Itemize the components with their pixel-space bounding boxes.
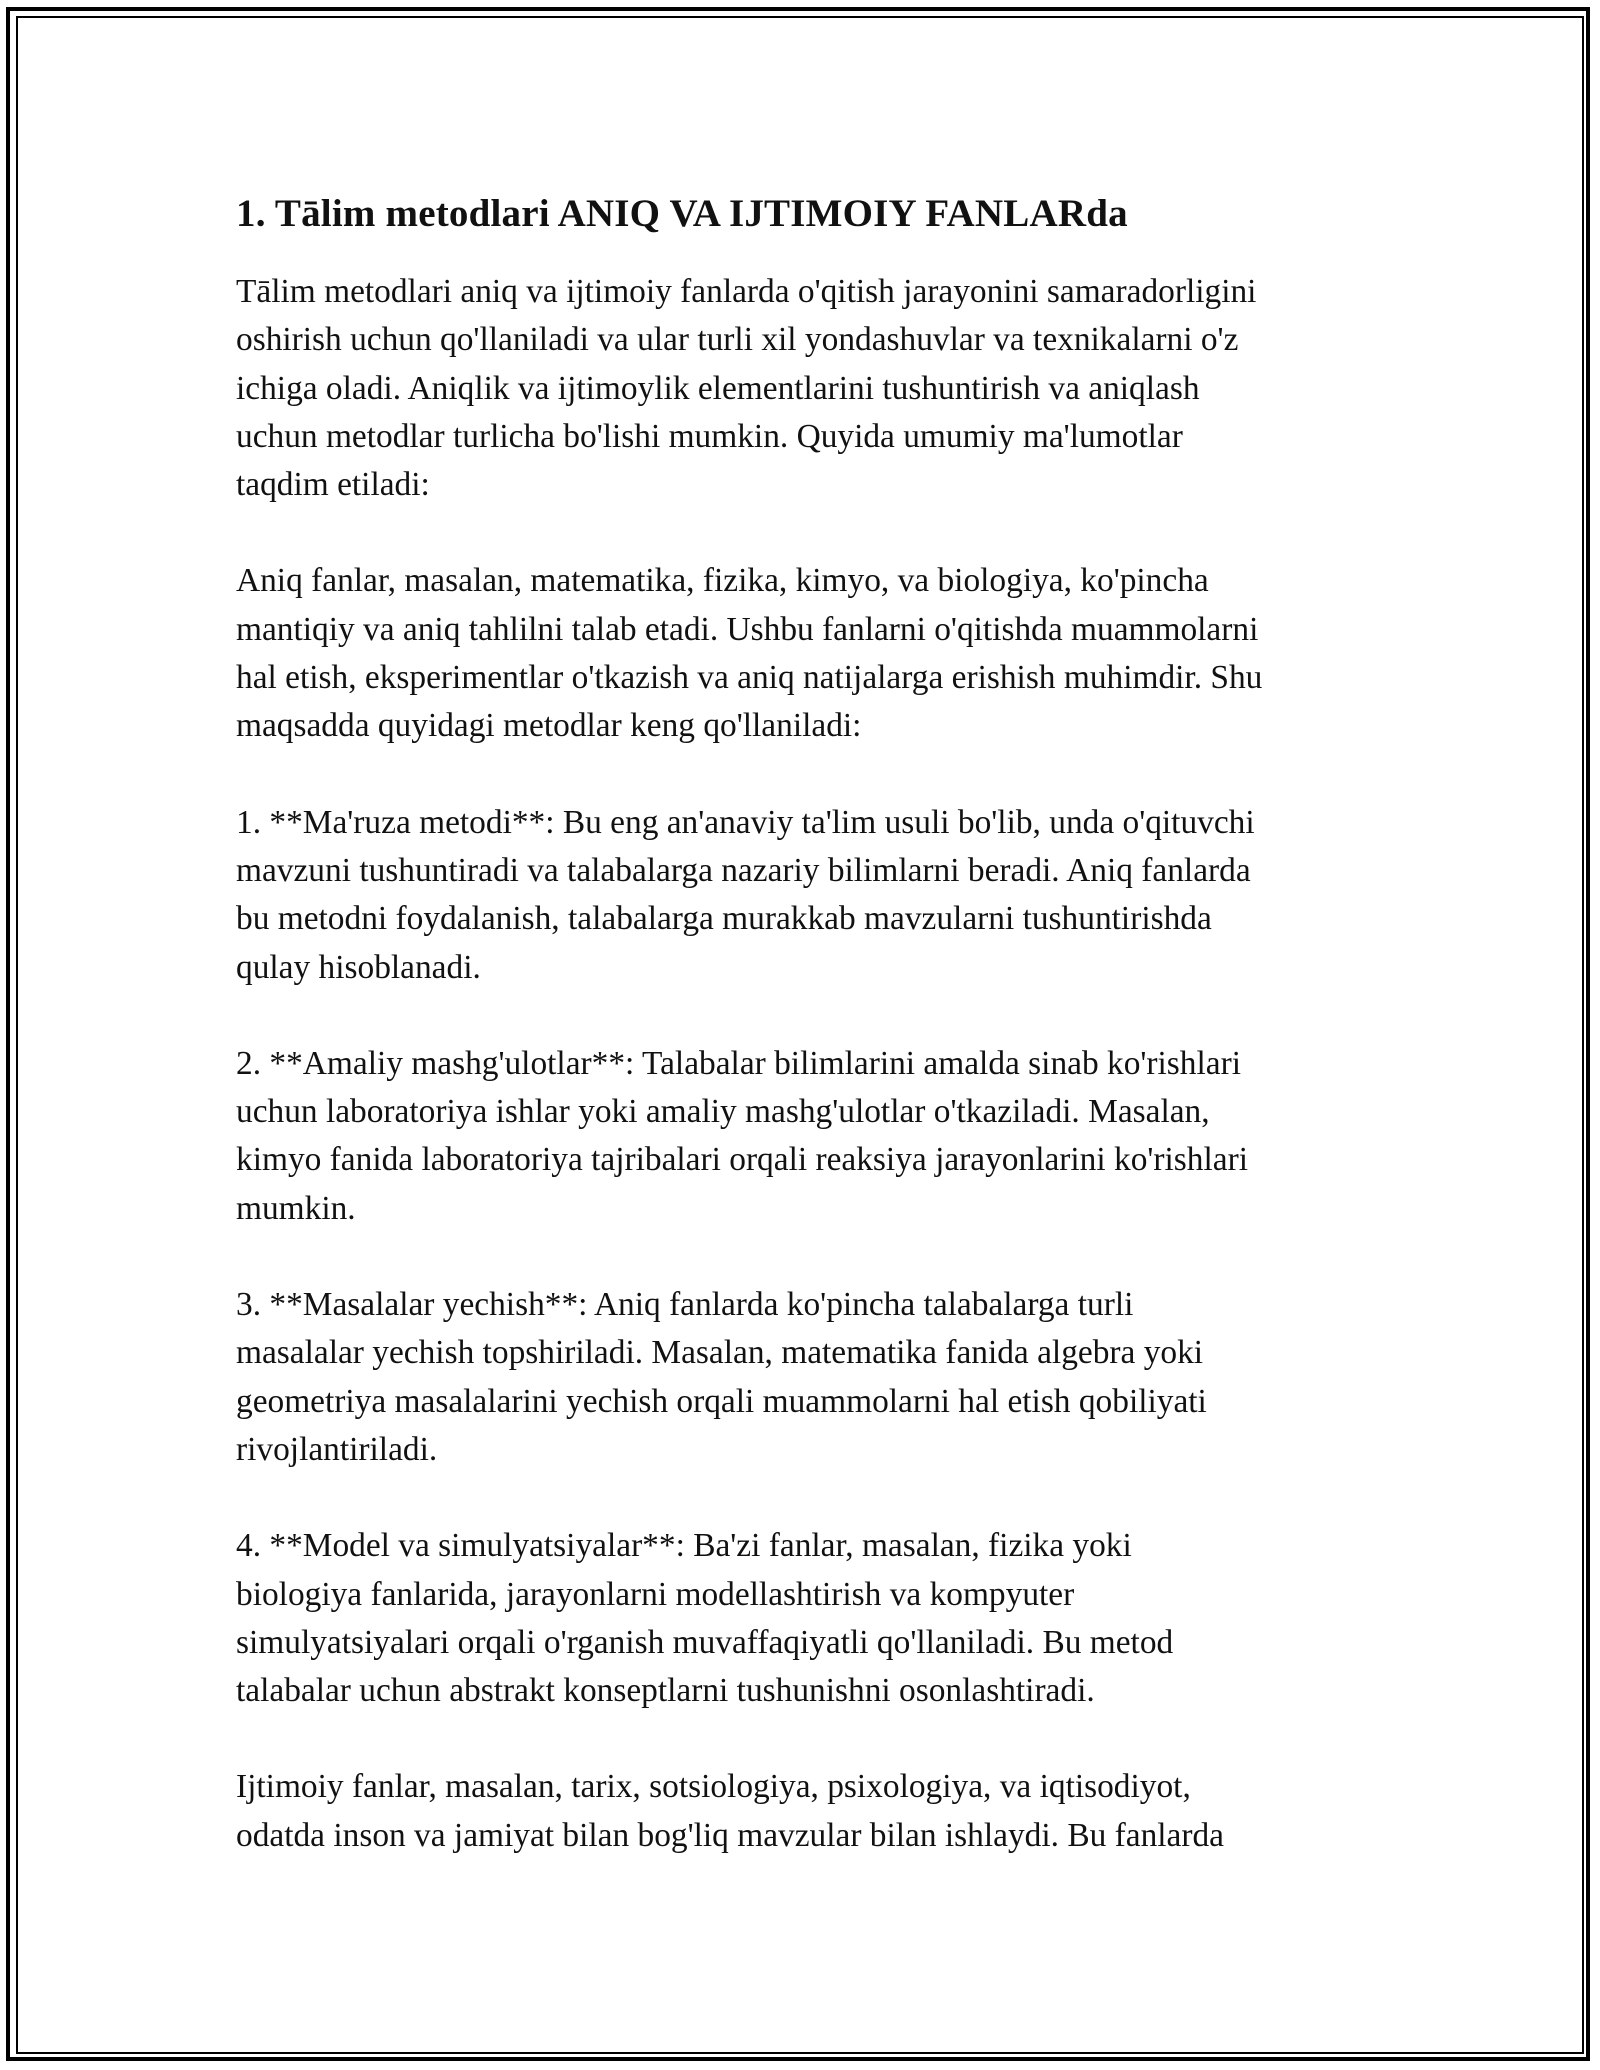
text-line: mavzuni tushuntiradi va talabalarga nazariy bilimlarni beradi. Aniq fanlarda (236, 851, 1251, 889)
text-line: bu metodni foydalanish, talabalarga murakkab mavzularni tushuntirishda (236, 900, 1212, 938)
text-line: mumkin. (236, 1189, 356, 1227)
text-line: kimyo fanida laboratoriya tajribalari orqali reaksiya jarayonlarini ko'rishlari (236, 1141, 1248, 1179)
text-line: mantiqiy va aniq tahlilni talab etadi. Ushbu fanlarni o'qitishda muammolarni (236, 610, 1259, 648)
text-line: maqsadda quyidagi metodlar keng qo'llaniladi: (236, 707, 862, 745)
document-page (236, 186, 1376, 1908)
text-line: 4. **Model va simulyatsiyalar**: Ba'zi fanlar, masalan, fizika yoki (236, 1527, 1132, 1565)
text-line: Tālim metodlari aniq va ijtimoiy fanlarda o'qitish jarayonini samaradorligini (236, 273, 1257, 310)
text-line: Aniq fanlar, masalan, matematika, fizika, kimyo, va biologiya, ko'pincha (236, 562, 1209, 600)
method-item-practical (236, 1040, 1376, 1233)
document-title: 1. Tālim metodlari ANIQ VA IJTIMOIY FANLARda (236, 192, 1128, 235)
text-line: Ijtimoiy fanlar, masalan, tarix, sotsiologiya, psixologiya, va iqtisodiyot, (236, 1768, 1191, 1806)
social-sciences-paragraph (236, 1763, 1376, 1860)
text-line: qulay hisoblanadi. (236, 948, 481, 986)
text-line: rivojlantiriladi. (236, 1430, 438, 1468)
exact-sciences-paragraph (236, 557, 1376, 750)
text-line: odatda inson va jamiyat bilan bog'liq mavzular bilan ishlaydi. Bu fanlarda (236, 1816, 1225, 1854)
text-line: taqdim etiladi: (236, 466, 430, 504)
text-line: biologiya fanlarida, jarayonlarni modellashtirish va kompyuter (236, 1575, 1075, 1613)
text-line: 3. **Masalalar yechish**: Aniq fanlarda ko'pincha talabalarga turli (236, 1286, 1134, 1324)
text-line: 1. **Ma'ruza metodi**: Bu eng an'anaviy ta'lim usuli bo'lib, unda o'qituvchi (236, 803, 1255, 841)
text-line: simulyatsiyalari orqali o'rganish muvaffaqiyatli qo'llaniladi. Bu metod (236, 1623, 1174, 1661)
intro-paragraph (236, 268, 1376, 509)
text-line: masalalar yechish topshiriladi. Masalan, matematika fanida algebra yoki (236, 1334, 1204, 1372)
method-item-simulation (236, 1522, 1376, 1715)
method-item-lecture (236, 799, 1376, 992)
text-line: talabalar uchun abstrakt konseptlarni tushunishni osonlashtiradi. (236, 1672, 1095, 1710)
text-line: oshirish uchun qo'llaniladi va ular turli xil yondashuvlar va texnikalarni o'z (236, 321, 1239, 359)
text-line: uchun laboratoriya ishlar yoki amaliy mashg'ulotlar o'tkaziladi. Masalan, (236, 1093, 1210, 1131)
text-line: 2. **Amaliy mashg'ulotlar**: Talabalar bilimlarini amalda sinab ko'rishlari (236, 1044, 1241, 1082)
text-line: uchun metodlar turlicha bo'lishi mumkin. Quyida umumiy ma'lumotlar (236, 417, 1183, 455)
text-line: hal etish, eksperimentlar o'tkazish va aniq natijalarga erishish muhimdir. Shu (236, 659, 1263, 697)
text-line: geometriya masalalarini yechish orqali muammolarni hal etish qobiliyati (236, 1382, 1207, 1420)
method-item-problem-solving (236, 1281, 1376, 1474)
text-line: ichiga oladi. Aniqlik va ijtimoylik elementlarini tushuntirish va aniqlash (236, 369, 1200, 407)
